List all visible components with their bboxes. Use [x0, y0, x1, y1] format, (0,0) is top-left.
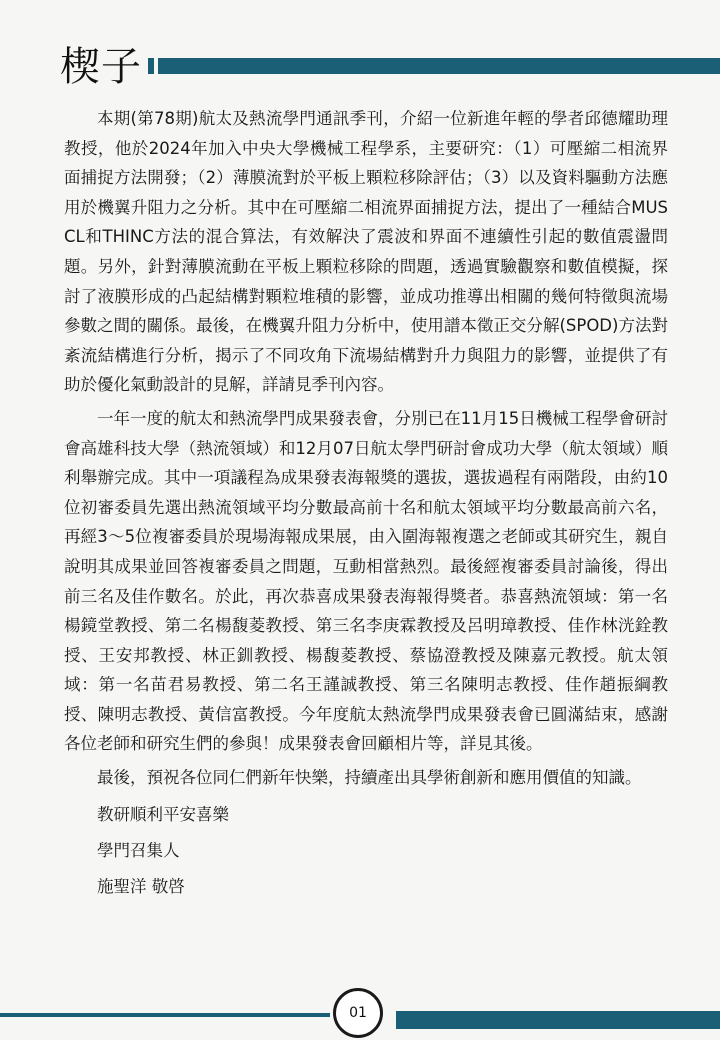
- closing-signature: 施聖洋 敬啓: [97, 876, 185, 896]
- paragraph-greeting: 最後，預祝各位同仁們新年快樂，持續產出具學術創新和應用價值的知識。: [97, 768, 642, 788]
- title-row: [60, 42, 720, 92]
- closing-role: 學門召集人: [97, 840, 180, 860]
- paragraph-intro: 本期(第78期)航太及熱流學門通訊季刊，介紹一位新進年輕的學者邱德耀助理教授，他於2024年加入中央大學機械工程學系，主要研究：（1）可壓縮二相流界面捕捉方法開發；（2）薄膜流對於平板上顆粒移除評估；（3）以及資料驅動方法應用於機翼升阻力之分析。其中在可壓縮二相流界面捕捉方法，提出了一種結合MUSCL和THINC方法的混合算法，有效解決了震波和界面不連續性引起的數值震盪問題。另外，針對薄膜流動在平板上顆粒移除的問題，透過實驗觀察和數值模擬，探討了液膜形成的凸起結構對顆粒堆積的影響，並成功推導出相關的幾何特徵與流場參數之間的關係。最後，在機翼升阻力分析中，使用譜本徵正交分解(SPOD)方法對紊流結構進行分析，揭示了不同攻角下流場結構對升力與阻力的影響，並提供了有助於優化氣動設計的見解，詳請見季刊內容。: [64, 109, 668, 395]
- footer-line-left: [0, 1013, 330, 1017]
- closing-wish: 教研順利平安喜樂: [97, 804, 229, 824]
- paragraph-conference: 一年一度的航太和熱流學門成果發表會，分別已在11月15日機械工程學會研討會高雄科技大學（熱流領域）和12月07日航太學門研討會成功大學（航太領域）順利舉辦完成。其中一項議程為成果發表海報獎的選拔，選拔過程有兩階段，由約10位初審委員先選出熱流領域平均分數最高前十名和航太領域平均分數最高前六名，再經3～5位複審委員於現場海報成果展，由入圍海報複選之老師或其研究生，親自說明其成果並回答複審委員之問題，互動相當熱烈。最後經複審委員討論後，得出前三名及佳作數名。於此，再次恭喜成果發表海報得獎者。恭喜熱流領域：第一名楊鏡堂教授、第二名楊馥菱教授、第三名李庚霖教授及呂明璋教授、佳作林洸銓教授、王安邦教授、林正釧教授、楊馥菱教授、蔡協澄教授及陳嘉元教授。航太領域：第一名苗君易教授、第二名王謹誠教授、第三名陳明志教授、佳作趙振綱教授、陳明志教授、黃信富教授。今年度航太熱流學門成果發表會已圓滿結束，感謝各位老師和研究生們的參與！成果發表會回顧相片等，詳見其後。: [64, 408, 668, 754]
- article-body: [64, 104, 668, 905]
- footer-bar-right: [396, 1011, 720, 1029]
- title-accent-edge: [148, 58, 154, 74]
- title-accent-bar: [158, 58, 720, 74]
- page-number: 01: [349, 1005, 367, 1021]
- page-title: 楔子: [60, 44, 142, 90]
- page-number-badge: [333, 988, 383, 1038]
